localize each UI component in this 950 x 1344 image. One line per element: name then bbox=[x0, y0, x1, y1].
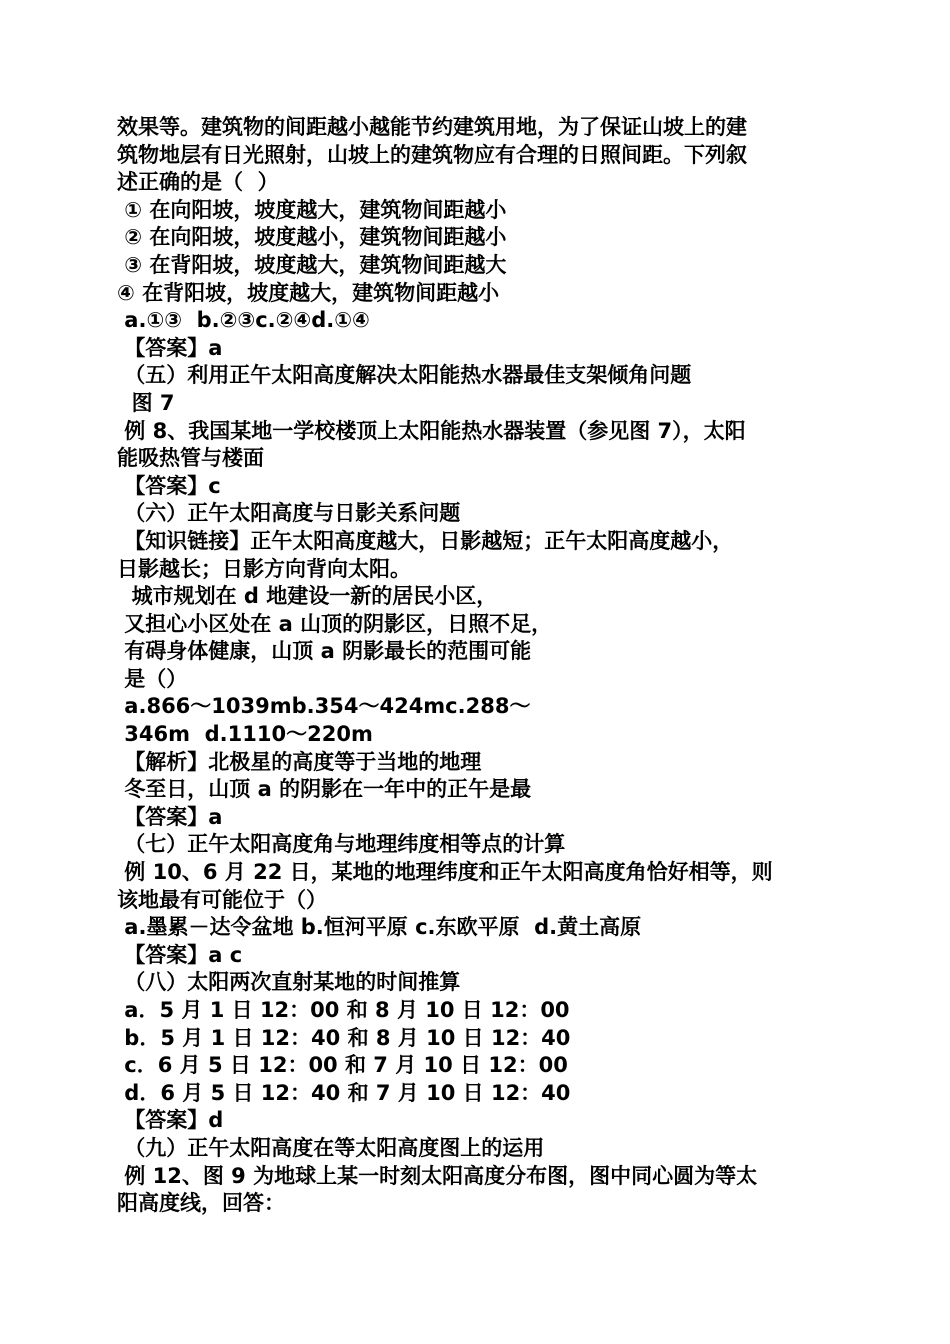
option-3: ③ 在背阳坡，坡度越大，建筑物间距越大 bbox=[117, 252, 507, 277]
time-option-b: b．5 月 1 日 12：40 和 8 月 10 日 12：40 bbox=[117, 1025, 571, 1050]
paragraph-line: 筑物地层有日光照射，山坡上的建筑物应有合理的日照间距。下列叙 bbox=[117, 142, 747, 167]
option-1: ① 在向阳坡，坡度越大，建筑物间距越小 bbox=[117, 197, 507, 222]
example-line: 该地最有可能位于（） bbox=[117, 887, 327, 912]
question-line: 有碍身体健康，山顶 a 阴影最长的范围可能 bbox=[117, 639, 532, 664]
section-heading: （七）正午太阳高度角与地理纬度相等点的计算 bbox=[117, 832, 566, 857]
question-line: 城市规划在 d 地建设一新的居民小区， bbox=[117, 584, 498, 609]
knowledge-link-line: 【知识链接】正午太阳高度越大，日影越短；正午太阳高度越小， bbox=[117, 528, 734, 553]
section-heading: （六）正午太阳高度与日影关系问题 bbox=[117, 501, 461, 526]
answer-line: 【答案】a bbox=[117, 804, 223, 829]
answer-choices: a.墨累－达令盆地 b.恒河平原 c.东欧平原 d.黄土高原 bbox=[117, 915, 642, 940]
figure-reference: 图 7 bbox=[117, 390, 175, 415]
analysis-line: 冬至日，山顶 a 的阴影在一年中的正午是最 bbox=[117, 777, 532, 802]
example-line: 例 12、图 9 为地球上某一时刻太阳高度分布图，图中同心圆为等太 bbox=[117, 1163, 758, 1188]
paragraph-line: 效果等。建筑物的间距越小越能节约建筑用地，为了保证山坡上的建 bbox=[117, 115, 747, 139]
answer-line: 【答案】a c bbox=[117, 942, 243, 967]
question-line: 又担心小区处在 a 山顶的阴影区，日照不足， bbox=[117, 611, 553, 636]
option-4: ④ 在背阳坡，坡度越大，建筑物间距越小 bbox=[117, 280, 500, 305]
example-line: 例 8、我国某地一学校楼顶上太阳能热水器装置（参见图 7），太阳 bbox=[117, 418, 746, 443]
answer-line: 【答案】a bbox=[117, 335, 223, 360]
answer-choices: a.866～1039mb.354～424mc.288～ bbox=[117, 694, 531, 719]
example-line: 能吸热管与楼面 bbox=[117, 446, 264, 471]
answer-line: 【答案】d bbox=[117, 1108, 224, 1133]
section-heading: （九）正午太阳高度在等太阳高度图上的运用 bbox=[117, 1135, 545, 1160]
answer-choices: 346m d.1110～220m bbox=[117, 722, 373, 747]
knowledge-link-line: 日影越长；日影方向背向太阳。 bbox=[117, 556, 411, 581]
analysis-line: 【解析】北极星的高度等于当地的地理 bbox=[117, 749, 482, 774]
question-prompt: 述正确的是（ ） bbox=[117, 170, 279, 195]
time-option-d: d．6 月 5 日 12：40 和 7 月 10 日 12：40 bbox=[117, 1080, 571, 1105]
option-2: ② 在向阳坡，坡度越小，建筑物间距越小 bbox=[117, 225, 507, 250]
document-page bbox=[117, 114, 837, 1218]
section-heading: （五）利用正午太阳高度解决太阳能热水器最佳支架倾角问题 bbox=[117, 363, 692, 388]
question-line: 是（） bbox=[117, 666, 188, 691]
example-line: 例 10、6 月 22 日，某地的地理纬度和正午太阳高度角恰好相等，则 bbox=[117, 860, 773, 885]
answer-choices: a.①③ b.②③c.②④d.①④ bbox=[117, 308, 370, 333]
time-option-c: c．6 月 5 日 12：00 和 7 月 10 日 12：00 bbox=[117, 1053, 568, 1078]
example-line: 阳高度线，回答： bbox=[117, 1191, 285, 1216]
section-heading: （八）太阳两次直射某地的时间推算 bbox=[117, 970, 461, 995]
answer-line: 【答案】c bbox=[117, 473, 221, 498]
time-option-a: a．5 月 1 日 12：00 和 8 月 10 日 12：00 bbox=[117, 998, 570, 1022]
